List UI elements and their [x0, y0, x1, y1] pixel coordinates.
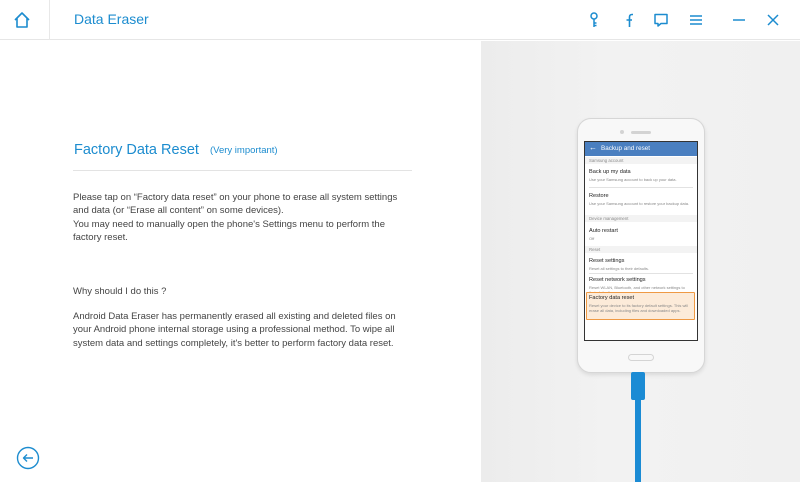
- phone-illustration: [577, 118, 705, 373]
- back-arrow-icon: ←: [589, 143, 597, 152]
- register-button[interactable]: [585, 11, 603, 29]
- item-divider: [589, 273, 693, 274]
- paragraph-line: system data and settings completely, it's better to perform factory data reset.: [73, 337, 394, 349]
- section-header: Reset: [585, 246, 697, 253]
- item-title: Factory data reset: [589, 295, 635, 301]
- importance-note: (Very important): [210, 145, 278, 156]
- paragraph-line: You may need to manually open the phone's Settings menu to perform the: [73, 218, 385, 230]
- home-button[interactable]: [12, 10, 32, 30]
- instructions-panel: [0, 41, 481, 482]
- section-header: Device management: [585, 215, 697, 222]
- menu-icon: [687, 11, 705, 29]
- home-icon: [12, 10, 32, 30]
- facebook-icon: [619, 11, 637, 29]
- key-icon: [585, 11, 603, 29]
- item-description: Off: [589, 236, 595, 241]
- item-title: Reset settings: [589, 258, 625, 264]
- camera-dot: [620, 130, 624, 134]
- paragraph-line: your Android phone internal storage using a professional method. To wipe all: [73, 324, 395, 336]
- back-arrow-icon: [16, 446, 40, 470]
- title-divider: [49, 0, 50, 40]
- phone-screen: [584, 141, 698, 341]
- minimize-icon: [730, 11, 748, 29]
- speaker-grille: [631, 131, 651, 134]
- item-divider: [589, 187, 693, 188]
- item-title: Auto restart: [589, 228, 618, 234]
- close-button[interactable]: [764, 11, 782, 29]
- page-title: Factory Data Reset: [74, 142, 199, 158]
- settings-app-bar: [585, 142, 697, 156]
- usb-cable: [635, 399, 641, 482]
- menu-button[interactable]: [687, 11, 705, 29]
- paragraph-line: Please tap on “Factory data reset” on your phone to erase all system settings: [73, 192, 398, 203]
- back-button[interactable]: [16, 446, 40, 470]
- minimize-button[interactable]: [730, 11, 748, 29]
- paragraph-line: and data (or “Erase all content” on some devices).: [73, 205, 284, 217]
- close-icon: [764, 11, 782, 29]
- paragraph-line: factory reset.: [73, 231, 128, 243]
- chat-icon: [652, 11, 670, 29]
- item-title: Back up my data: [589, 169, 631, 175]
- item-description: Reset your device to its factory default settings. This will erase all data, including files and downloaded apps.: [589, 303, 689, 313]
- paragraph-line: Android Data Eraser has permanently erased all existing and deleted files on: [73, 311, 396, 322]
- item-title: Restore: [589, 193, 609, 199]
- item-title: Reset network settings: [589, 277, 646, 283]
- item-description: Use your Samsung account to restore your backup data.: [589, 201, 690, 206]
- phone-home-key: [628, 354, 654, 361]
- item-description: Reset WLAN, Bluetooth, and other network settings to: [589, 285, 685, 290]
- section-header: Samsung account: [585, 157, 697, 164]
- why-heading: Why should I do this ?: [73, 286, 167, 297]
- title-rule: [73, 170, 412, 171]
- feedback-button[interactable]: [652, 11, 670, 29]
- item-description: Use your Samsung account to back up your data.: [589, 177, 677, 182]
- title-bar: [0, 0, 800, 40]
- settings-title: Backup and reset: [601, 145, 651, 152]
- item-description: Reset all settings to their defaults.: [589, 266, 650, 271]
- instruction-paragraph: [73, 191, 418, 244]
- facebook-button[interactable]: [619, 11, 637, 29]
- app-title: Data Eraser: [74, 11, 149, 27]
- explanation-paragraph: [73, 310, 418, 350]
- phone-illustration-panel: [481, 41, 800, 482]
- usb-plug: [631, 372, 645, 400]
